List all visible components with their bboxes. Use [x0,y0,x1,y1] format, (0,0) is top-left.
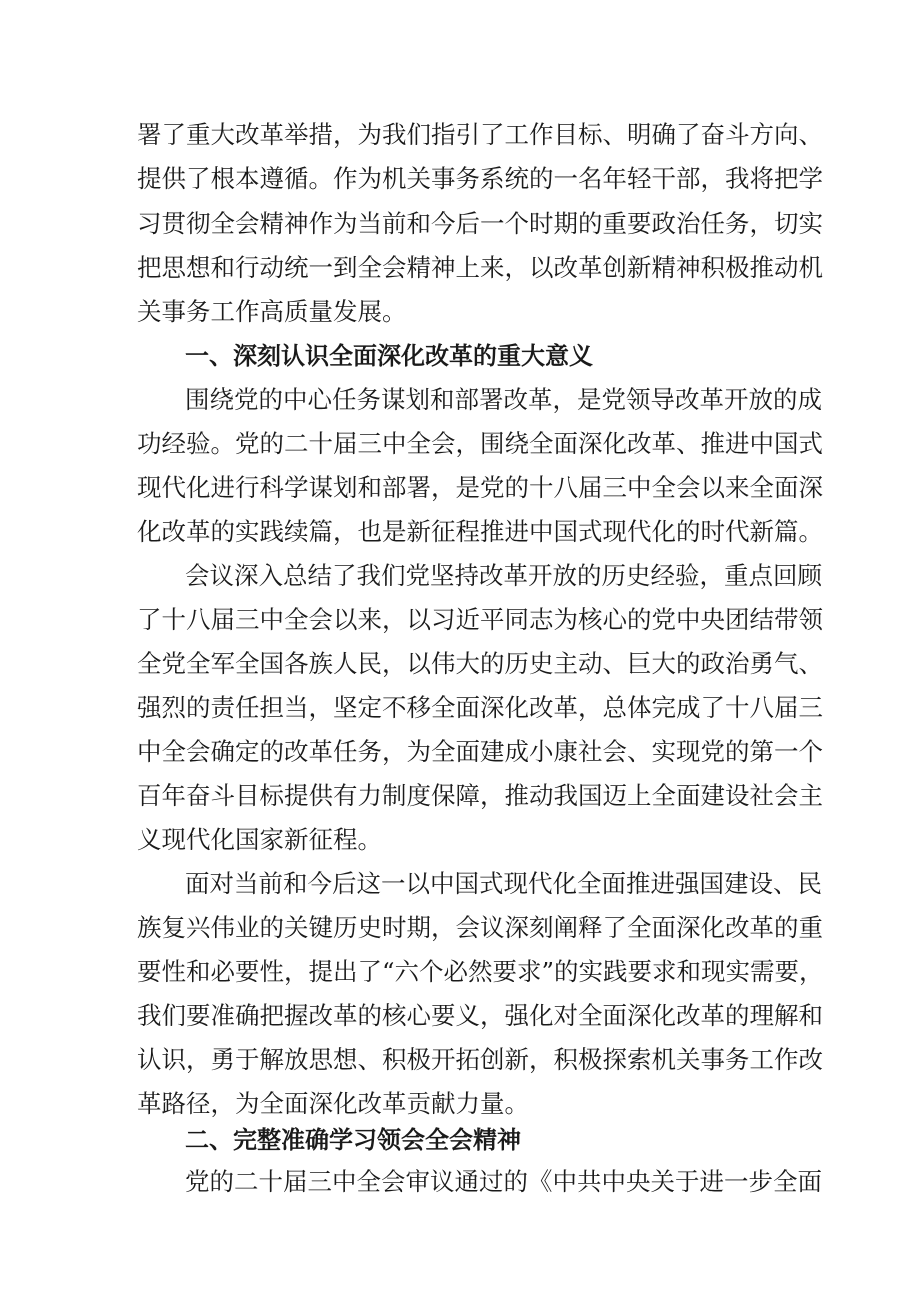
paragraph-line: 署了重大改革举措，为我们指引了工作目标、明确了奋斗方向、 [137,120,823,149]
paragraph-line: 化改革的实践续篇，也是新征程推进中国式现代化的时代新篇。 [137,517,823,546]
paragraph-line: 要性和必要性，提出了“六个必然要求”的实践要求和现实需要， [137,957,824,986]
paragraph-line: 全党全军全国各族人民，以伟大的历史主动、巨大的政治勇气、 [137,649,823,678]
paragraph-line: 提供了根本遵循。作为机关事务系统的一名年轻干部，我将把学 [137,164,823,193]
paragraph-line: 围绕党的中心任务谋划和部署改革，是党领导改革开放的成 [185,385,822,414]
paragraph-line: 族复兴伟业的关键历史时期，会议深刻阐释了全面深化改革的重 [137,913,823,942]
paragraph-line: 会议深入总结了我们党坚持改革开放的历史经验，重点回顾 [185,561,822,590]
paragraph-line: 认识，勇于解放思想、积极开拓创新，积极探索机关事务工作改 [137,1045,823,1074]
paragraph-line: 革路径，为全面深化改革贡献力量。 [137,1089,529,1118]
paragraph-line: 把思想和行动统一到全会精神上来，以改革创新精神积极推动机 [137,253,823,282]
paragraph-line: 功经验。党的二十届三中全会，围绕全面深化改革、推进中国式 [137,429,823,458]
paragraph-line: 我们要准确把握改革的核心要义，强化对全面深化改革的理解和 [137,1001,823,1030]
paragraph-line: 党的二十届三中全会审议通过的《中共中央关于进一步全面 [185,1167,822,1196]
paragraph-line: 现代化进行科学谋划和部署，是党的十八届三中全会以来全面深 [137,473,823,502]
paragraph-line: 习贯彻全会精神作为当前和今后一个时期的重要政治任务，切实 [137,209,823,238]
section-heading-1: 一、深刻认识全面深化改革的重大意义 [185,342,593,370]
paragraph-line: 中全会确定的改革任务，为全面建成小康社会、实现党的第一个 [137,737,823,766]
paragraph-line: 了十八届三中全会以来，以习近平同志为核心的党中央团结带领 [137,605,823,634]
paragraph-line: 强烈的责任担当，坚定不移全面深化改革，总体完成了十八届三 [137,693,823,722]
paragraph-line: 义现代化国家新征程。 [137,825,382,854]
paragraph-line: 百年奋斗目标提供有力制度保障，推动我国迈上全面建设社会主 [137,781,823,810]
section-heading-2: 二、完整准确学习领会全会精神 [185,1126,521,1154]
paragraph-line: 关事务工作高质量发展。 [137,297,407,326]
paragraph-line: 面对当前和今后这一以中国式现代化全面推进强国建设、民 [185,869,822,898]
